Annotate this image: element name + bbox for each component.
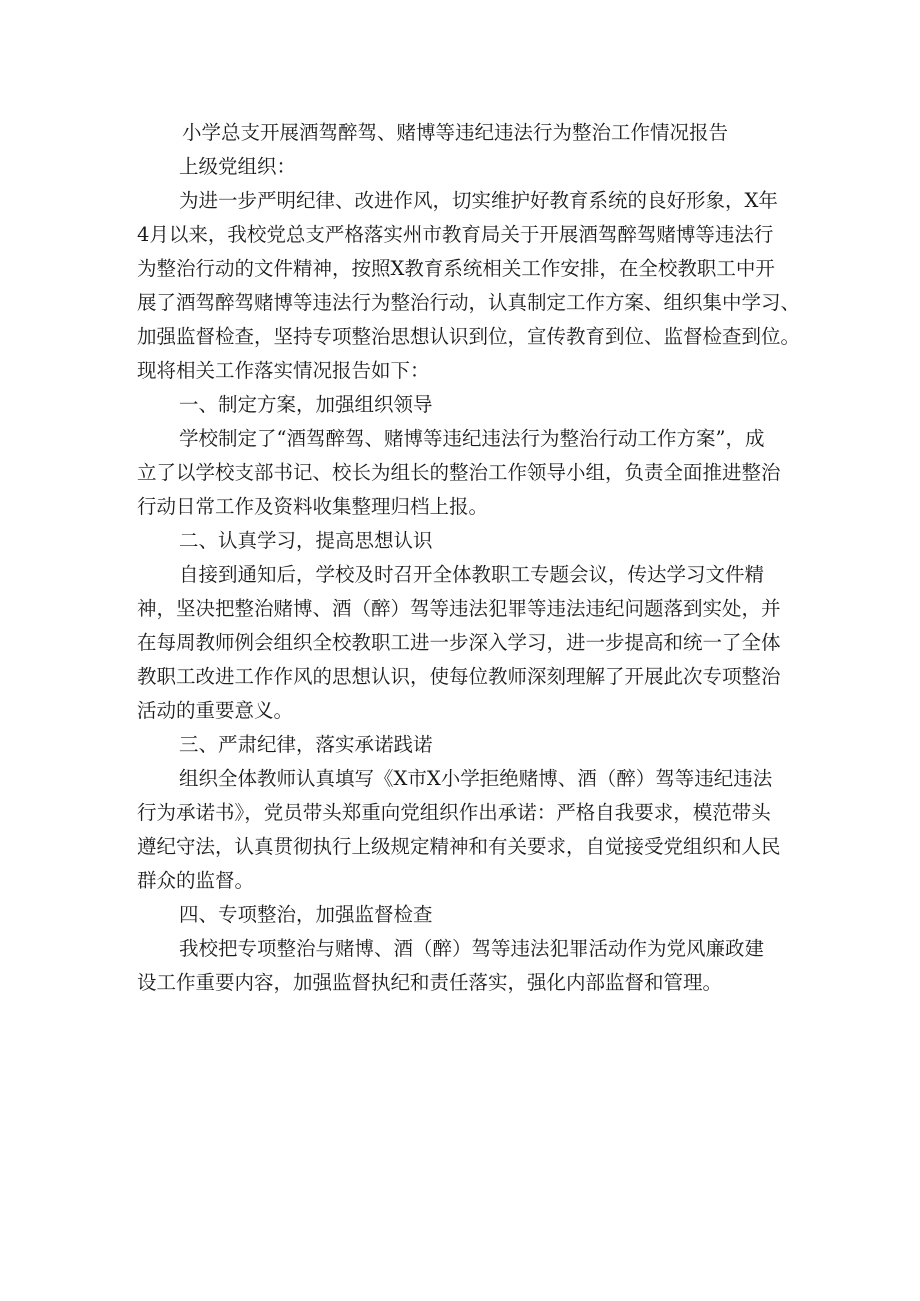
section-line: 学校制定了“酒驾醉驾、赌博等违纪违法行为整治行动工作方案”，成 <box>179 427 765 450</box>
section-line: 神，坚决把整治赌博、酒（醉）驾等违法犯罪等违法违纪问题落到实处，并 <box>137 597 781 620</box>
intro-line: 为进一步严明纪律、改进作风，切实维护好教育系统的良好形象，X年 <box>179 189 778 212</box>
section-paragraph-4 <box>137 932 797 1000</box>
section-line: 活动的重要意义。 <box>137 699 294 722</box>
section-line: 自接到通知后，学校及时召开全体教职工专题会议，传达学习文件精 <box>179 563 765 586</box>
intro-line: 展了酒驾醉驾赌博等违法行为整治行动，认真制定工作方案、组织集中学习、 <box>137 291 801 314</box>
section-line: 群众的监督。 <box>137 869 255 892</box>
salutation: 上级党组织： <box>179 155 297 178</box>
section-heading-4: 四、专项整治，加强监督检查 <box>179 903 433 926</box>
section-heading-1: 一、制定方案，加强组织领导 <box>179 393 433 416</box>
intro-line: 现将相关工作落实情况报告如下： <box>137 359 430 382</box>
section-line: 行动日常工作及资料收集整理归档上报。 <box>137 495 489 518</box>
section-paragraph-3 <box>137 762 797 898</box>
intro-line: 为整治行动的文件精神，按照X教育系统相关工作安排，在全校教职工中开 <box>137 257 775 280</box>
section-heading-3: 三、严肃纪律，落实承诺践诺 <box>179 733 433 756</box>
section-line: 我校把专项整治与赌博、酒（醉）驾等违法犯罪活动作为党风廉政建 <box>179 937 765 960</box>
section-line: 在每周教师例会组织全校教职工进一步深入学习，进一步提高和统一了全体 <box>137 631 781 654</box>
section-line: 设工作重要内容，加强监督执纪和责任落实，强化内部监督和管理。 <box>137 971 723 994</box>
section-line: 行为承诺书》，党员带头郑重向党组织作出承诺：严格自我要求，模范带头 <box>137 801 771 824</box>
section-line: 组织全体教师认真填写《X市X小学拒绝赌博、酒（醉）驾等违纪违法 <box>179 767 773 790</box>
section-line: 立了以学校支部书记、校长为组长的整治工作领导小组，负责全面推进整治 <box>137 461 781 484</box>
intro-paragraph <box>137 184 801 388</box>
document-body <box>137 116 801 1000</box>
section-line: 遵纪守法，认真贯彻执行上级规定精神和有关要求，自觉接受党组织和人民 <box>137 835 781 858</box>
intro-line: 4月以来，我校党总支严格落实州市教育局关于开展酒驾醉驾赌博等违法行 <box>137 223 774 246</box>
intro-line: 加强监督检查，坚持专项整治思想认识到位，宣传教育到位、监督检查到位。 <box>137 325 801 348</box>
section-heading-2: 二、认真学习，提高思想认识 <box>179 529 433 552</box>
section-line: 教职工改进工作作风的思想认识，使每位教师深刻理解了开展此次专项整治 <box>137 665 781 688</box>
section-paragraph-2 <box>137 558 797 728</box>
document-title: 小学总支开展酒驾醉驾、赌博等违纪违法行为整治工作情况报告 <box>182 121 729 144</box>
section-paragraph-1 <box>137 422 797 524</box>
